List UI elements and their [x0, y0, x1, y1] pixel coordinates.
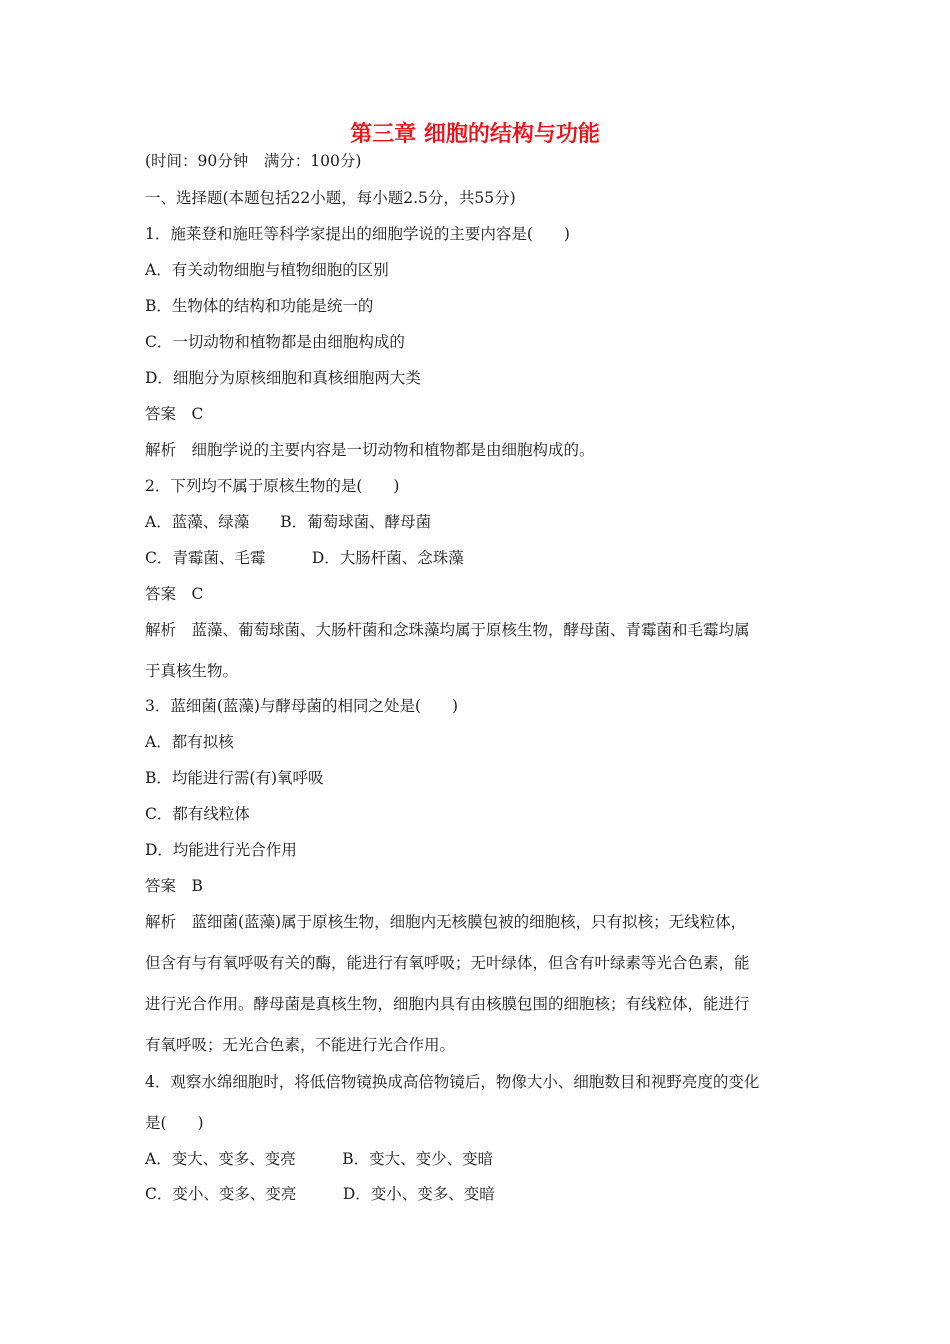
question-3-option-b: B．均能进行需(有)氧呼吸: [145, 769, 324, 787]
question-4-stem-line-1: 4．观察水绵细胞时，将低倍物镜换成高倍物镜后，物像大小、细胞数目和视野亮度的变化: [145, 1073, 760, 1091]
question-1-analysis: 解析 细胞学说的主要内容是一切动物和植物都是由细胞构成的。: [145, 441, 595, 459]
question-1-answer: 答案 C: [145, 405, 204, 423]
question-3-option-c: C．都有线粒体: [145, 805, 250, 823]
question-2-stem: 2．下列均不属于原核生物的是( ): [145, 477, 400, 495]
question-3-answer: 答案 B: [145, 877, 203, 895]
question-3-analysis-line-4: 有氧呼吸；无光合色素，不能进行光合作用。: [145, 1036, 456, 1054]
question-1-option-d: D．细胞分为原核细胞和真核细胞两大类: [145, 369, 421, 387]
question-1-option-c: C．一切动物和植物都是由细胞构成的: [145, 333, 405, 351]
question-1-stem: 1．施莱登和施旺等科学家提出的细胞学说的主要内容是( ): [145, 225, 570, 243]
question-4-options-ab: A．变大、变多、变亮 B．变大、变少、变暗: [145, 1150, 494, 1168]
question-2-options-cd: C．青霉菌、毛霉 D．大肠杆菌、念珠藻: [145, 549, 464, 567]
question-3-analysis-line-1: 解析 蓝细菌(蓝藻)属于原核生物，细胞内无核膜包被的细胞核，只有拟核；无线粒体，: [145, 913, 747, 931]
question-2-answer: 答案 C: [145, 585, 204, 603]
question-2-analysis-line-2: 于真核生物。: [145, 662, 239, 680]
section-heading: 一、选择题(本题包括22小题，每小题2.5分，共55分): [145, 189, 516, 207]
exam-meta: (时间：90分钟 满分：100分): [145, 152, 362, 170]
question-1-option-a: A．有关动物细胞与植物细胞的区别: [145, 261, 389, 279]
question-1-option-b: B．生物体的结构和功能是统一的: [145, 297, 374, 315]
question-2-options-ab: A．蓝藻、绿藻 B．葡萄球菌、酵母菌: [145, 513, 432, 531]
question-3-stem: 3．蓝细菌(蓝藻)与酵母菌的相同之处是( ): [145, 697, 459, 715]
question-3-option-d: D．均能进行光合作用: [145, 841, 297, 859]
question-3-analysis-line-2: 但含有与有氧呼吸有关的酶，能进行有氧呼吸；无叶绿体，但含有叶绿素等光合色素，能: [145, 954, 750, 972]
question-4-options-cd: C．变小、变多、变亮 D．变小、变多、变暗: [145, 1185, 495, 1203]
question-3-analysis-line-3: 进行光合作用。酵母菌是真核生物，细胞内具有由核膜包围的细胞核；有线粒体，能进行: [145, 995, 750, 1013]
question-2-analysis-line-1: 解析 蓝藻、葡萄球菌、大肠杆菌和念珠藻均属于原核生物，酵母菌、青霉菌和毛霉均属: [145, 621, 750, 639]
question-3-option-a: A．都有拟核: [145, 733, 234, 751]
chapter-title: 第三章 细胞的结构与功能: [350, 122, 600, 147]
question-4-stem-line-2: 是( ): [145, 1114, 204, 1132]
